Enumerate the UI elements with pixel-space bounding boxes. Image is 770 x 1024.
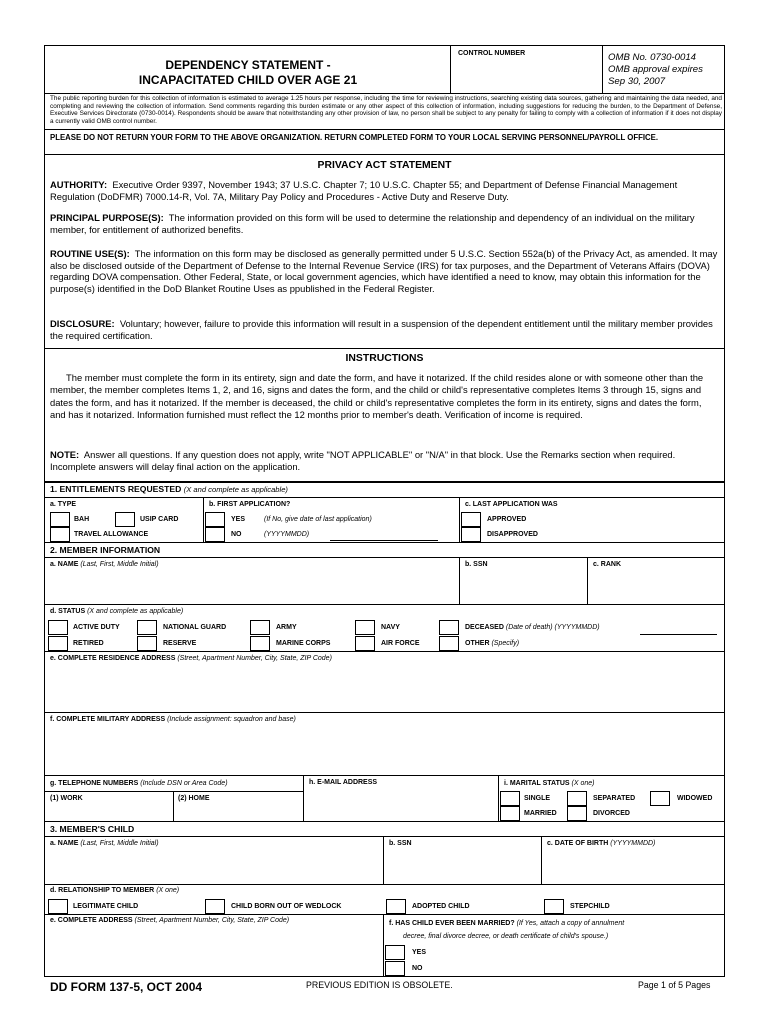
child-ssn-field[interactable]: b. SSN bbox=[389, 840, 412, 847]
previous-edition-notice: PREVIOUS EDITION IS OBSOLETE. bbox=[306, 980, 453, 990]
form-title bbox=[46, 58, 450, 88]
purpose-text: The information provided on this form will be used to determine the relationship and dependency of an individual on the military member, for entitlement of authorized benefits. bbox=[50, 212, 695, 235]
divider bbox=[44, 604, 725, 605]
note-text: Answer all questions. If any question does not apply, write "NOT APPLICABLE" or "N/A" in that block. Use the Remarks section when required. Incomplete answers will delay final action on the application. bbox=[50, 449, 676, 473]
divider bbox=[44, 481, 725, 483]
disapproved-checkbox[interactable] bbox=[461, 527, 481, 542]
national-guard-checkbox[interactable] bbox=[137, 620, 157, 635]
marital-status-label bbox=[504, 780, 595, 788]
born-out-of-wedlock-label: CHILD BORN OUT OF WEDLOCK bbox=[231, 903, 342, 910]
marital-status-heading: i. MARITAL STATUS bbox=[504, 780, 570, 787]
military-address-label: f. COMPLETE MILITARY ADDRESS bbox=[50, 716, 166, 723]
work-phone-field[interactable]: (1) WORK bbox=[50, 795, 83, 802]
retired-label: RETIRED bbox=[73, 640, 104, 647]
type-label: a. TYPE bbox=[50, 501, 77, 508]
marine-corps-label: MARINE CORPS bbox=[276, 640, 331, 647]
divider bbox=[383, 914, 384, 977]
form-title-line1: DEPENDENCY STATEMENT - bbox=[165, 58, 331, 72]
relationship-heading: d. RELATIONSHIP TO MEMBER bbox=[50, 887, 155, 894]
relationship-label bbox=[50, 887, 179, 895]
omb-expiry-date: Sep 30, 2007 bbox=[608, 76, 666, 88]
member-rank-field[interactable]: c. RANK bbox=[593, 561, 622, 568]
disclosure-text: Voluntary; however, failure to provide this information will result in a suspension of the dependent entitlement until the military member provides the required certification. bbox=[50, 318, 713, 341]
burden-statement: The public reporting burden for this collection of information is estimated to average 1.25 hours per response, including the time for reviewing instructions, searching existing data sources, gathering and maintaining the data needed, and completing and reviewing the collection of information. Send comments regarding this burden estimate or any other aspect of this collection of information, including suggestions for reducing the burden, to the Department of Defense, Executive Services Directorate (0730-0014). Respondents should be aware that notwithstanding any other provision of law, no person shall be subject to any penalty for failing to comply with a collection of information if it does not display a currently valid OMB control number. bbox=[50, 95, 722, 125]
child-married-yes-checkbox[interactable] bbox=[385, 945, 405, 960]
purpose-label: PRINCIPAL PURPOSE(S): bbox=[50, 212, 164, 223]
navy-label: NAVY bbox=[381, 624, 400, 631]
single-checkbox[interactable] bbox=[500, 791, 520, 806]
residence-address-note: (Street, Apartment Number, City, State, ZIP Code) bbox=[177, 655, 332, 662]
first-application-label: b. FIRST APPLICATION? bbox=[209, 501, 291, 508]
travel-allowance-label: TRAVEL ALLOWANCE bbox=[74, 531, 149, 538]
member-ssn-field[interactable]: b. SSN bbox=[465, 561, 488, 568]
born-out-of-wedlock-checkbox[interactable] bbox=[205, 899, 225, 914]
active-duty-label: ACTIVE DUTY bbox=[73, 624, 120, 631]
stepchild-checkbox[interactable] bbox=[544, 899, 564, 914]
deceased-note: (Date of death) (YYYYMMDD) bbox=[505, 624, 600, 631]
married-checkbox[interactable] bbox=[500, 806, 520, 821]
bah-checkbox[interactable] bbox=[50, 512, 70, 527]
telephone-label bbox=[50, 780, 228, 788]
omb-info bbox=[608, 52, 703, 89]
divider bbox=[459, 557, 460, 604]
child-dob-label: c. DATE OF BIRTH bbox=[547, 840, 609, 847]
form-identifier: DD FORM 137-5, OCT 2004 bbox=[50, 980, 203, 994]
divider bbox=[44, 154, 725, 155]
child-address-label: e. COMPLETE ADDRESS bbox=[50, 917, 133, 924]
divider bbox=[303, 775, 304, 821]
child-name-label: a. NAME bbox=[50, 840, 79, 847]
first-application-yes-note: (If No, give date of last application) bbox=[264, 516, 372, 523]
first-application-no-checkbox[interactable] bbox=[205, 527, 225, 542]
last-application-date-field[interactable] bbox=[330, 540, 438, 541]
child-married-no-label: NO bbox=[412, 965, 423, 972]
army-checkbox[interactable] bbox=[250, 620, 270, 635]
national-guard-label: NATIONAL GUARD bbox=[163, 624, 227, 631]
divorced-label: DIVORCED bbox=[593, 810, 630, 817]
legitimate-child-label: LEGITIMATE CHILD bbox=[73, 903, 139, 910]
divider bbox=[602, 45, 603, 93]
disapproved-label: DISAPPROVED bbox=[487, 531, 538, 538]
separated-checkbox[interactable] bbox=[567, 791, 587, 806]
section1-note: (X and complete as applicable) bbox=[183, 485, 288, 494]
marital-status-note: (X one) bbox=[571, 780, 595, 787]
reserve-label: RESERVE bbox=[163, 640, 197, 647]
divider bbox=[44, 775, 725, 776]
air-force-checkbox[interactable] bbox=[355, 636, 375, 651]
single-label: SINGLE bbox=[524, 795, 551, 802]
stepchild-label: STEPCHILD bbox=[570, 903, 610, 910]
army-label: ARMY bbox=[276, 624, 297, 631]
residence-address-label: e. COMPLETE RESIDENCE ADDRESS bbox=[50, 655, 176, 662]
child-married-note: (If Yes, attach a copy of annulment bbox=[516, 920, 625, 927]
routine-label: ROUTINE USE(S): bbox=[50, 248, 130, 259]
marine-corps-checkbox[interactable] bbox=[250, 636, 270, 651]
privacy-purpose bbox=[50, 212, 718, 235]
divider bbox=[173, 791, 174, 821]
last-application-label: c. LAST APPLICATION WAS bbox=[465, 501, 558, 508]
child-dob-note: (YYYYMMDD) bbox=[610, 840, 656, 847]
child-dob-field[interactable] bbox=[547, 840, 655, 848]
first-application-no-label: NO bbox=[231, 531, 242, 538]
section2-title: 2. MEMBER INFORMATION bbox=[50, 545, 161, 555]
privacy-heading: PRIVACY ACT STATEMENT bbox=[317, 160, 452, 171]
authority-label: AUTHORITY: bbox=[50, 179, 108, 190]
child-married-label: f. HAS CHILD EVER BEEN MARRIED? bbox=[389, 920, 515, 927]
status-note: (X and complete as applicable) bbox=[87, 608, 184, 615]
divider bbox=[44, 712, 725, 713]
relationship-note: (X one) bbox=[156, 887, 180, 894]
omb-approval: OMB approval expires bbox=[608, 64, 703, 76]
status-label: d. STATUS bbox=[50, 608, 86, 615]
military-address-note: (Include assignment: squadron and base) bbox=[167, 716, 296, 723]
home-phone-field[interactable]: (2) HOME bbox=[178, 795, 210, 802]
divider bbox=[44, 542, 725, 543]
page-number: Page 1 of 5 Pages bbox=[638, 980, 711, 990]
divider bbox=[587, 557, 588, 604]
divider bbox=[459, 497, 460, 542]
privacy-disclosure bbox=[50, 318, 718, 341]
return-instructions: PLEASE DO NOT RETURN YOUR FORM TO THE ABOVE ORGANIZATION. RETURN COMPLETED FORM TO YOUR LOCAL SERVING PERSONNEL/PAYROLL OFFICE. bbox=[50, 133, 659, 142]
section1-heading: 1. ENTITLEMENTS REQUESTED bbox=[50, 484, 182, 494]
child-married-no-checkbox[interactable] bbox=[385, 961, 405, 976]
routine-text: The information on this form may be disclosed as generally permitted under 5 U.S.C. Section 552a(b) of the Privacy Act, as amended. It may also be disclosed outside of the Department of Defense to the Internal Revenue Service (IRS) for tax purposes, and the Department of Veterans Affairs (DOVA) regarding DOVA compensation. Other Federal, State, or local government agencies, which have identified a need to know, may obtain this information for the purpose(s) identified in the DoD Blanket Routine Uses as ppublished in the Federal Register. bbox=[50, 248, 718, 294]
travel-allowance-checkbox[interactable] bbox=[50, 527, 70, 542]
approved-checkbox[interactable] bbox=[461, 512, 481, 527]
privacy-routine-use bbox=[50, 248, 718, 294]
divorced-checkbox[interactable] bbox=[567, 806, 587, 821]
divider bbox=[44, 497, 725, 498]
adopted-child-label: ADOPTED CHILD bbox=[412, 903, 470, 910]
member-name-field[interactable] bbox=[50, 561, 159, 569]
divider bbox=[44, 348, 725, 349]
last-application-date-format: (YYYYMMDD) bbox=[264, 531, 310, 538]
child-married-yes-label: YES bbox=[412, 949, 427, 956]
widowed-label: WIDOWED bbox=[677, 795, 713, 802]
telephone-note: (Include DSN or Area Code) bbox=[140, 780, 228, 787]
divider bbox=[44, 129, 725, 130]
deceased-text: DECEASED bbox=[465, 624, 504, 631]
divider bbox=[44, 821, 725, 822]
form-title-line2: INCAPACITATED CHILD OVER AGE 21 bbox=[138, 73, 358, 87]
first-application-yes-label: YES bbox=[231, 516, 246, 523]
member-name-label: a. NAME bbox=[50, 561, 79, 568]
usip-card-checkbox[interactable] bbox=[115, 512, 135, 527]
residence-address-field[interactable] bbox=[50, 655, 332, 663]
email-address-field[interactable]: h. E-MAIL ADDRESS bbox=[309, 779, 378, 786]
married-label: MARRIED bbox=[524, 810, 557, 817]
air-force-label: AIR FORCE bbox=[381, 640, 420, 647]
control-number-label: CONTROL NUMBER bbox=[458, 50, 526, 57]
military-address-field[interactable] bbox=[50, 716, 296, 724]
privacy-authority bbox=[50, 179, 718, 202]
child-name-field[interactable] bbox=[50, 840, 159, 848]
note-label: NOTE: bbox=[50, 449, 80, 460]
disclosure-label: DISCLOSURE: bbox=[50, 318, 115, 329]
other-note: (Specify) bbox=[491, 640, 520, 647]
divider bbox=[44, 836, 725, 837]
approved-label: APPROVED bbox=[487, 516, 527, 523]
omb-number: OMB No. 0730-0014 bbox=[608, 52, 696, 63]
divider bbox=[44, 884, 725, 885]
divider bbox=[383, 836, 384, 884]
retired-checkbox[interactable] bbox=[48, 636, 68, 651]
first-application-yes-checkbox[interactable] bbox=[205, 512, 225, 527]
authority-text: Executive Order 9397, November 1943; 37 U.S.C. Chapter 7; 10 U.S.C. Chapter 55; and Department of Defense Financial Management Regulation (DoDFMR) 7000.14-R, Vol. 7A, Military Pay Policy and Procedures - Active Duty and Reserve Duty. bbox=[50, 179, 678, 202]
divider bbox=[44, 557, 725, 558]
instructions-heading: INSTRUCTIONS bbox=[345, 353, 424, 364]
child-married-note-cont: decree, final divorce decree, or death certificate of child's spouse.) bbox=[403, 933, 609, 940]
section3-title: 3. MEMBER'S CHILD bbox=[50, 824, 135, 834]
member-status-label bbox=[50, 608, 183, 616]
divider bbox=[44, 651, 725, 652]
member-name-note: (Last, First, Middle Initial) bbox=[80, 561, 159, 568]
divider bbox=[498, 775, 499, 821]
deceased-checkbox[interactable] bbox=[439, 620, 459, 635]
section1-title bbox=[50, 484, 288, 494]
divider bbox=[541, 836, 542, 884]
usip-card-label: USIP CARD bbox=[140, 516, 179, 523]
telephone-heading: g. TELEPHONE NUMBERS bbox=[50, 780, 139, 787]
instructions-text: The member must complete the form in its entirety, sign and date the form, and have it notarized. If the child resides alone or with someone other than the member, the member completes Items 1, 2, and 16, signs and dates the form, and the child or child's representative completes Items 3 through 15, signs and dates the form, and has it notarized. If the member is deceased, the child or child's representative completes the form in its entirety, signs and dates the form, and has it notarized. Information furnished must reflect the 12 months prior to member's death. Verification of income is required. bbox=[50, 372, 704, 420]
deceased-label bbox=[465, 624, 600, 632]
other-status-checkbox[interactable] bbox=[439, 636, 459, 651]
child-married-question bbox=[389, 920, 624, 928]
divider bbox=[203, 497, 204, 542]
widowed-checkbox[interactable] bbox=[650, 791, 670, 806]
other-text: OTHER bbox=[465, 640, 490, 647]
divider bbox=[44, 93, 725, 94]
instructions-note bbox=[50, 449, 718, 474]
legitimate-child-checkbox[interactable] bbox=[48, 899, 68, 914]
divider bbox=[44, 914, 725, 915]
bah-label: BAH bbox=[74, 516, 90, 523]
date-of-death-field[interactable] bbox=[640, 634, 717, 635]
separated-label: SEPARATED bbox=[593, 795, 636, 802]
reserve-checkbox[interactable] bbox=[137, 636, 157, 651]
active-duty-checkbox[interactable] bbox=[48, 620, 68, 635]
child-address-note: (Street, Apartment Number, City, State, ZIP Code) bbox=[134, 917, 290, 924]
child-address-field[interactable] bbox=[50, 917, 289, 925]
other-status-label bbox=[465, 640, 519, 648]
adopted-child-checkbox[interactable] bbox=[386, 899, 406, 914]
divider bbox=[450, 45, 451, 93]
child-name-note: (Last, First, Middle Initial) bbox=[80, 840, 159, 847]
navy-checkbox[interactable] bbox=[355, 620, 375, 635]
